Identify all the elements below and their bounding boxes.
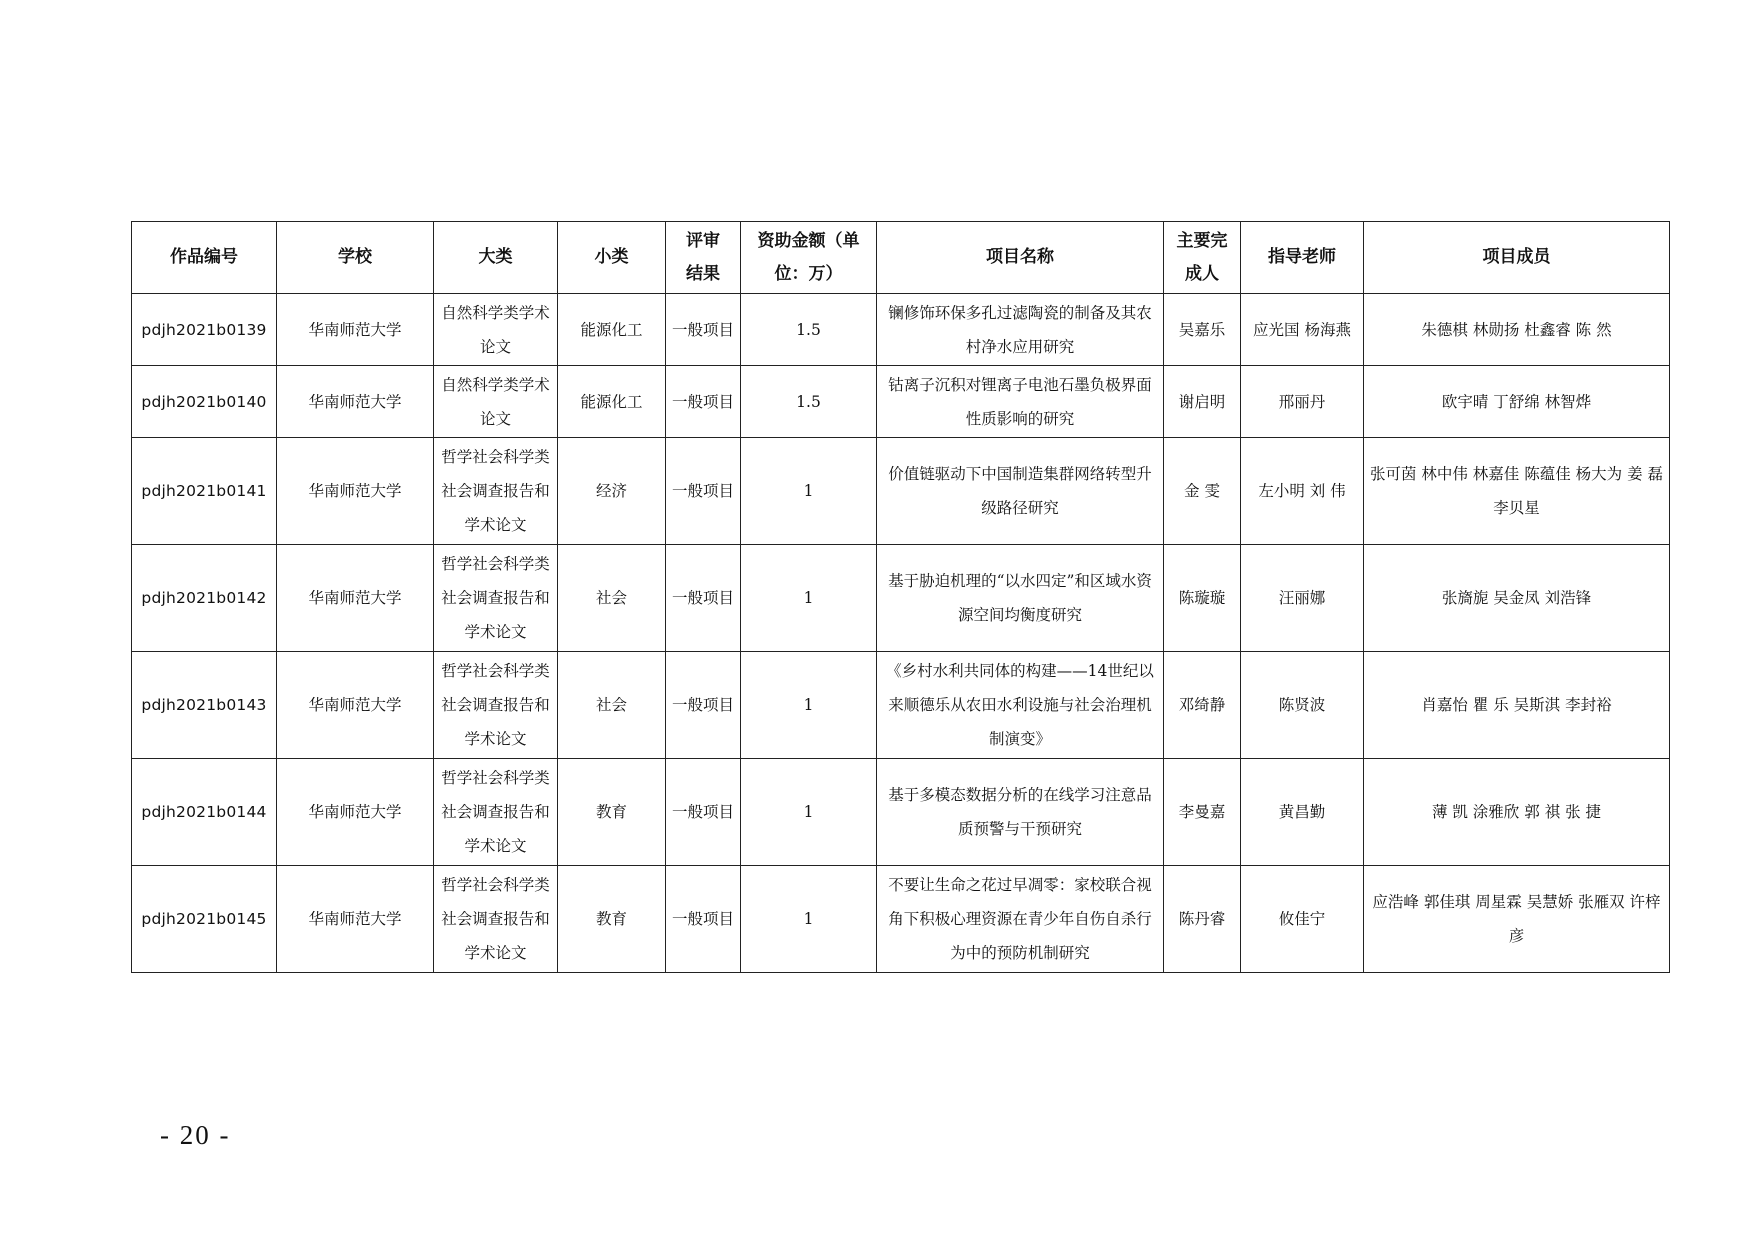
cell-subcategory: 能源化工 [558,294,666,366]
cell-leader: 邓绮静 [1164,652,1241,759]
table-row [132,759,1670,866]
cell-subcategory: 教育 [558,759,666,866]
project-table [131,221,1670,973]
cell-amount: 1 [741,652,877,759]
header-code: 作品编号 [132,222,277,294]
cell-leader: 李曼嘉 [1164,759,1241,866]
cell-code: pdjh2021b0142 [132,545,277,652]
header-amount: 资助金额（单位：万） [741,222,877,294]
cell-code: pdjh2021b0144 [132,759,277,866]
cell-project: 价值链驱动下中国制造集群网络转型升级路径研究 [877,438,1164,545]
cell-members: 张可茵 林中伟 林嘉佳 陈蕴佳 杨大为 姜 磊 李贝星 [1364,438,1670,545]
cell-code: pdjh2021b0139 [132,294,277,366]
cell-project: 基于胁迫机理的“以水四定”和区域水资源空间均衡度研究 [877,545,1164,652]
cell-result: 一般项目 [666,545,741,652]
cell-school: 华南师范大学 [277,294,434,366]
cell-result: 一般项目 [666,438,741,545]
cell-category: 自然科学类学术论文 [434,366,558,438]
cell-amount: 1 [741,759,877,866]
cell-result: 一般项目 [666,866,741,973]
cell-school: 华南师范大学 [277,866,434,973]
header-school: 学校 [277,222,434,294]
header-subcategory: 小类 [558,222,666,294]
table-row [132,652,1670,759]
cell-result: 一般项目 [666,652,741,759]
cell-category: 自然科学类学术论文 [434,294,558,366]
header-advisor: 指导老师 [1241,222,1364,294]
header-members: 项目成员 [1364,222,1670,294]
cell-advisor: 邢丽丹 [1241,366,1364,438]
table-row [132,545,1670,652]
cell-project: 不要让生命之花过早凋零：家校联合视角下积极心理资源在青少年自伤自杀行为中的预防机制研究 [877,866,1164,973]
table-header-row [132,222,1670,294]
cell-subcategory: 经济 [558,438,666,545]
cell-advisor: 陈贤波 [1241,652,1364,759]
table-row [132,294,1670,366]
cell-project: 镧修饰环保多孔过滤陶瓷的制备及其农村净水应用研究 [877,294,1164,366]
cell-advisor: 汪丽娜 [1241,545,1364,652]
cell-members: 张旖旎 吴金凤 刘浩锋 [1364,545,1670,652]
cell-advisor: 应光国 杨海燕 [1241,294,1364,366]
cell-subcategory: 能源化工 [558,366,666,438]
cell-code: pdjh2021b0140 [132,366,277,438]
cell-members: 朱德棋 林勋扬 杜鑫睿 陈 然 [1364,294,1670,366]
cell-leader: 谢启明 [1164,366,1241,438]
cell-members: 应浩峰 郭佳琪 周星霖 吴慧娇 张雁双 许梓彦 [1364,866,1670,973]
cell-leader: 吴嘉乐 [1164,294,1241,366]
cell-members: 薄 凯 涂雅欣 郭 祺 张 捷 [1364,759,1670,866]
cell-category: 哲学社会科学类社会调查报告和学术论文 [434,866,558,973]
cell-amount: 1.5 [741,366,877,438]
page-number: - 20 - [160,1120,231,1150]
cell-amount: 1 [741,545,877,652]
cell-project: 基于多模态数据分析的在线学习注意品质预警与干预研究 [877,759,1164,866]
cell-school: 华南师范大学 [277,652,434,759]
cell-project: 钴离子沉积对锂离子电池石墨负极界面性质影响的研究 [877,366,1164,438]
cell-leader: 金 雯 [1164,438,1241,545]
header-category: 大类 [434,222,558,294]
header-result: 评审结果 [666,222,741,294]
cell-members: 肖嘉怡 瞿 乐 吴斯淇 李封裕 [1364,652,1670,759]
cell-code: pdjh2021b0141 [132,438,277,545]
table-row [132,366,1670,438]
cell-category: 哲学社会科学类社会调查报告和学术论文 [434,438,558,545]
cell-school: 华南师范大学 [277,759,434,866]
cell-code: pdjh2021b0143 [132,652,277,759]
cell-subcategory: 社会 [558,545,666,652]
cell-category: 哲学社会科学类社会调查报告和学术论文 [434,759,558,866]
cell-amount: 1.5 [741,294,877,366]
cell-school: 华南师范大学 [277,545,434,652]
table-row [132,438,1670,545]
cell-school: 华南师范大学 [277,438,434,545]
cell-result: 一般项目 [666,366,741,438]
header-leader: 主要完成人 [1164,222,1241,294]
cell-category: 哲学社会科学类社会调查报告和学术论文 [434,545,558,652]
cell-amount: 1 [741,866,877,973]
cell-leader: 陈璇璇 [1164,545,1241,652]
cell-members: 欧宇晴 丁舒绵 林智烨 [1364,366,1670,438]
cell-result: 一般项目 [666,759,741,866]
cell-advisor: 黄昌勤 [1241,759,1364,866]
cell-subcategory: 社会 [558,652,666,759]
cell-result: 一般项目 [666,294,741,366]
cell-code: pdjh2021b0145 [132,866,277,973]
table-row [132,866,1670,973]
cell-project: 《乡村水利共同体的构建——14世纪以来顺德乐从农田水利设施与社会治理机制演变》 [877,652,1164,759]
cell-amount: 1 [741,438,877,545]
cell-school: 华南师范大学 [277,366,434,438]
cell-advisor: 左小明 刘 伟 [1241,438,1364,545]
cell-leader: 陈丹睿 [1164,866,1241,973]
cell-subcategory: 教育 [558,866,666,973]
cell-advisor: 攸佳宁 [1241,866,1364,973]
header-project: 项目名称 [877,222,1164,294]
cell-category: 哲学社会科学类社会调查报告和学术论文 [434,652,558,759]
